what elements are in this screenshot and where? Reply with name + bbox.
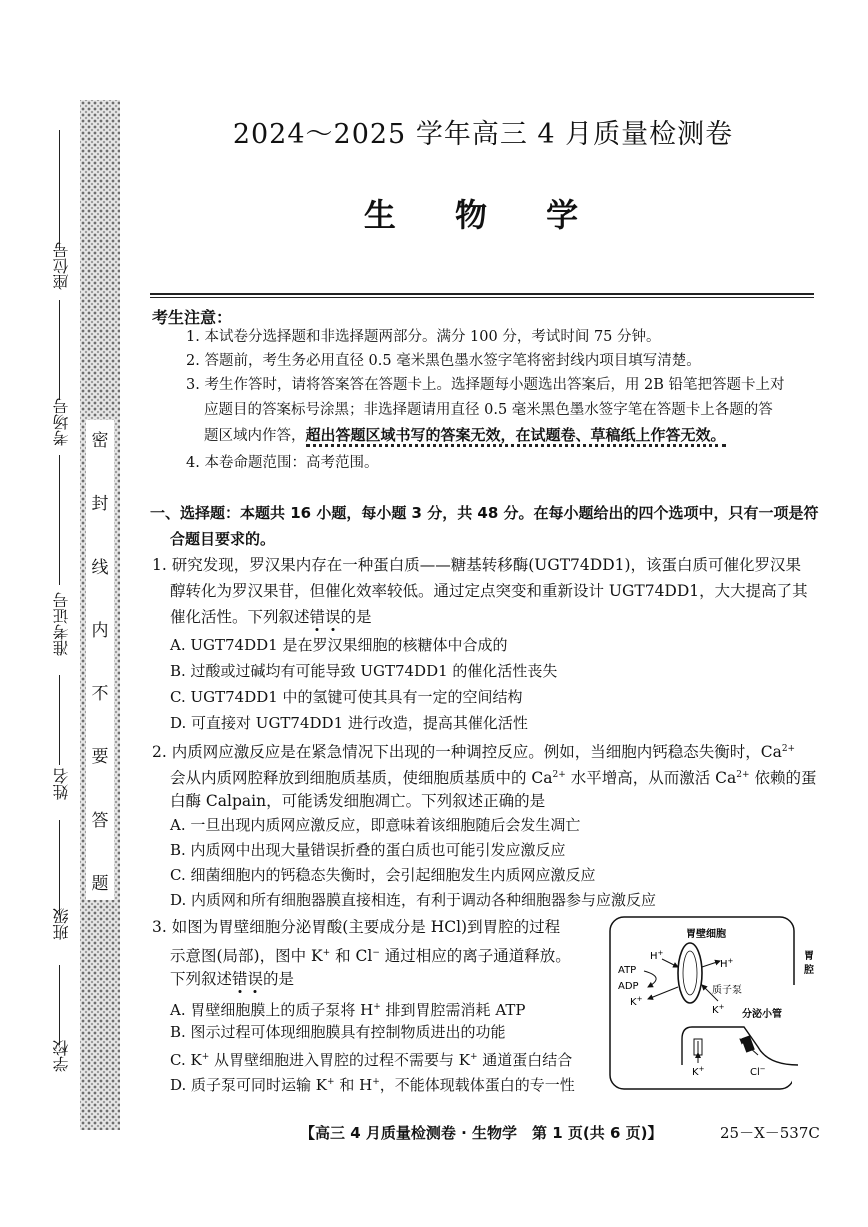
class-label: 班级 (52, 908, 71, 940)
exam-title: 2024～2025 学年高三 4 月质量检测卷 (232, 119, 734, 150)
diagram-label-adp: ADP (618, 981, 639, 992)
q3-text: 和 Cl (330, 947, 373, 966)
cell-outline (610, 917, 794, 1089)
q3-text: D. 质子泵可同时运输 K (170, 1076, 328, 1094)
proton-pump-inner (683, 951, 697, 995)
superscript: + (469, 1052, 478, 1062)
superscript: 2+ (736, 770, 750, 780)
q1-stem (170, 604, 372, 630)
parietal-cell-diagram (608, 915, 820, 1093)
q2-stem (170, 762, 817, 791)
seal-char: 封 (91, 494, 109, 515)
q3-text: 通道蛋白结合 (477, 1051, 573, 1069)
fill-line (59, 130, 60, 250)
diagram-label-k-right: K+ (712, 1003, 725, 1016)
diagram-label-atp: ATP (618, 965, 637, 976)
q1-option-c: C. UGT74DD1 中的氢键可使其具有一定的空间结构 (170, 688, 523, 706)
diagram-label-k-left: K+ (630, 995, 643, 1008)
exam-room-label: 考场号 (52, 398, 71, 446)
arrow-atp-adp (644, 971, 656, 987)
q3-text: 下列叙述 (170, 970, 233, 988)
q2-option-d: D. 内质网和所有细胞器膜直接相连，有利于调动各种细胞器参与应激反应 (170, 891, 657, 909)
superscript: + (322, 948, 331, 958)
exam-code: 25－X－537C (720, 1124, 820, 1142)
q2-stem (152, 736, 795, 765)
ticket-number-label: 准考证号 (52, 592, 71, 656)
divider (150, 297, 814, 298)
diagram-label-h-out: H+ (720, 957, 734, 970)
q1-option-d: D. 可直接对 UGT74DD1 进行改造，提高其催化活性 (170, 714, 528, 732)
q2-stem: 白酶 Calpain，可能诱发细胞凋亡。下列叙述正确的是 (170, 792, 546, 810)
seal-line-text (86, 420, 114, 900)
q2-text: 会从内质网腔释放到细胞质基质，使细胞质基质中的 Ca (170, 769, 553, 788)
q1-text: 催化活性。下列叙述 (170, 608, 310, 626)
superscript: + (373, 1002, 381, 1012)
notice-item: 4. 本卷命题范围：高考范围。 (186, 455, 379, 471)
superscript: + (201, 1052, 210, 1062)
school-label: 学校 (52, 1040, 71, 1072)
q1-stem: 醇转化为罗汉果苷，但催化效率较低。通过定点突变和重新设计 UGT74DD1，大大提高了其 (170, 582, 808, 600)
superscript: 2+ (552, 770, 566, 780)
notice-item (204, 423, 726, 448)
diagram-label-k-bottom: K+ (692, 1065, 705, 1078)
fill-line (59, 300, 60, 400)
q2-option-b: B. 内质网中出现大量错误折叠的蛋白质也可能引发应激反应 (170, 841, 566, 859)
seal-char: 密 (91, 431, 109, 451)
seal-char: 不 (91, 684, 109, 705)
diagram-label-lumen: 腔 (804, 965, 814, 976)
notice-text: 题区域内作答， (204, 428, 306, 444)
q2-text: 水平增高，从而激活 Ca (565, 769, 737, 788)
diagram-label-cl: Cl− (750, 1065, 766, 1078)
superscript: − (372, 948, 380, 958)
seal-char: 线 (91, 557, 109, 578)
section-heading-line: 一、选择题：本题共 16 小题，每小题 3 分，共 48 分。在每小题给出的四个选项中，只有一项是符 (150, 504, 819, 522)
q3-text: 的是 (263, 970, 295, 988)
arrow-h-in (662, 959, 678, 967)
q3-text: C. K (170, 1051, 202, 1069)
seat-number-label: 座位号 (52, 242, 71, 290)
superscript: + (372, 1077, 380, 1087)
q1-text: 的是 (340, 608, 372, 626)
superscript: 2+ (781, 744, 796, 754)
q3-text: ，不能体现载体蛋白的专一性 (379, 1076, 575, 1094)
notice-item: 1. 本试卷分选择题和非选择题两部分。满分 100 分，考试时间 75 分钟。 (186, 329, 661, 345)
notice-emphasis: 超出答题区域书写的答案无效，在试题卷、草稿纸上作答无效。 (306, 426, 726, 447)
notice-heading: 考生注意： (152, 308, 233, 327)
divider (150, 293, 814, 295)
q1-stem: 1. 研究发现，罗汉果内存在一种蛋白质——糖基转移酶(UGT74DD1)，该蛋白质可催化罗汉果 (152, 556, 802, 574)
q2-text: 2. 内质网应激反应是在紧急情况下出现的一种调控反应。例如，当细胞内钙稳态失衡时，Ca (152, 743, 782, 762)
seal-char: 要 (91, 747, 109, 768)
q3-text: 示意图(局部)，图中 K (170, 947, 323, 966)
q3-text: 和 H (334, 1076, 373, 1094)
q3-option-b: B. 图示过程可体现细胞膜具有控制物质进出的功能 (170, 1023, 506, 1041)
name-label: 姓名 (52, 768, 71, 800)
fill-line (59, 820, 60, 915)
q3-stem: 3. 如图为胃壁细胞分泌胃酸(主要成分是 HCl)到胃腔的过程 (152, 918, 561, 936)
q3-emphasis: 误 (247, 970, 264, 988)
q3-emphasis: 错 (232, 970, 248, 988)
q3-stem (170, 966, 294, 992)
fill-line (59, 675, 60, 765)
superscript: + (327, 1077, 335, 1087)
q3-text: 通过相应的离子通道释放。 (379, 947, 571, 966)
diagram-label-lumen: 胃 (804, 951, 814, 962)
q3-stem (170, 940, 571, 969)
notice-item: 2. 答题前，考生务必用直径 0.5 毫米黑色墨水签字笔将密封线内项目填写清楚。 (186, 353, 701, 369)
diagram-label-cell: 胃壁细胞 (686, 929, 726, 940)
diagram-label-pump: 质子泵 (712, 985, 742, 996)
seal-char: 答 (91, 810, 109, 831)
page-footer: 【高三 4 月质量检测卷 · 生物学 第 1 页(共 6 页)】 (300, 1124, 663, 1142)
q1-emphasis: 错 (309, 608, 326, 626)
q1-emphasis: 误 (325, 608, 341, 626)
notice-item: 3. 考生作答时，请将答案答在答题卡上。选择题每小题选出答案后，用 2B 铅笔把答题卡上对 (186, 377, 785, 393)
fill-line (59, 455, 60, 585)
section-heading (150, 500, 820, 552)
secretory-tubule-wall (682, 1027, 798, 1065)
q3-text: A. 胃壁细胞膜上的质子泵将 H (170, 1001, 374, 1019)
q2-option-a: A. 一旦出现内质网应激反应，即意味着该细胞随后会发生凋亡 (170, 816, 581, 834)
proton-pump-shape (678, 943, 702, 1003)
q1-option-b: B. 过酸或过碱均有可能导致 UGT74DD1 的催化活性丧失 (170, 662, 558, 680)
seal-char: 内 (91, 620, 109, 641)
arrow-k-in (648, 987, 678, 999)
arrow-h-out (702, 961, 720, 967)
fill-line (59, 965, 60, 1045)
diagram-label-h-in: H+ (650, 949, 664, 962)
seal-char: 题 (91, 873, 109, 894)
q3-text: 排到胃腔需消耗 ATP (380, 1001, 526, 1019)
diagram-label-tubule: 分泌小管 (742, 1009, 782, 1020)
q3-text: 从胃壁细胞进入胃腔的过程不需要与 K (209, 1051, 470, 1069)
subject-title: 生 物 学 (363, 196, 603, 234)
notice-item: 应题目的答案标号涂黑；非选择题请用直径 0.5 毫米黑色墨水签字笔在答题卡上各题的答 (204, 402, 773, 418)
q2-text: 依赖的蛋 (749, 769, 817, 788)
q2-option-c: C. 细菌细胞内的钙稳态失衡时，会引起细胞发生内质网应激反应 (170, 866, 596, 884)
section-heading-line: 合题目要求的。 (170, 530, 276, 548)
q3-option-d (170, 1069, 575, 1098)
q1-option-a: A. UGT74DD1 是在罗汉果细胞的核糖体中合成的 (170, 636, 508, 654)
